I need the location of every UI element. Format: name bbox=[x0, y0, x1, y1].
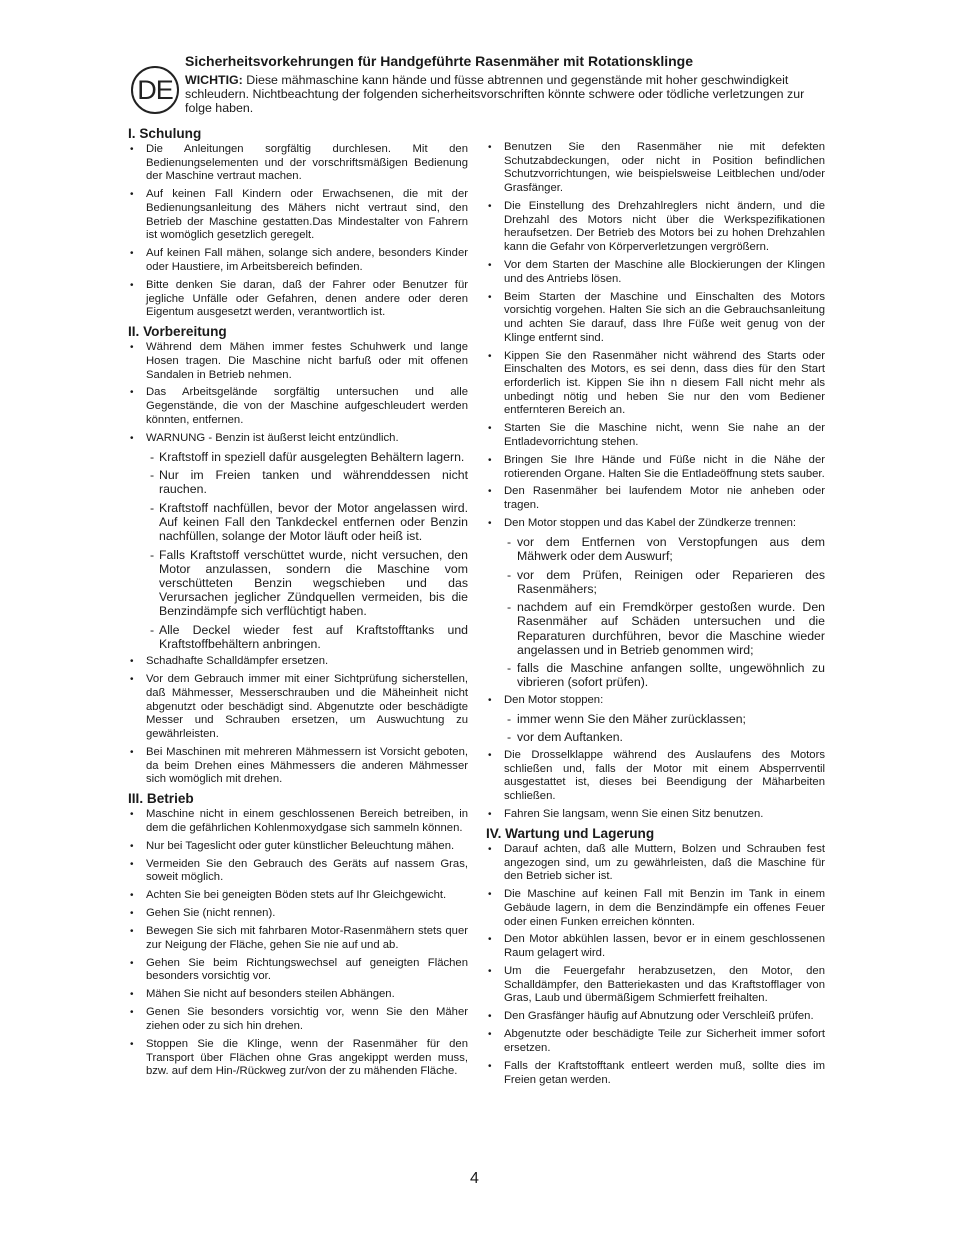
dash-item: - vor dem Auftanken. bbox=[486, 730, 825, 744]
stop-engine-list bbox=[486, 694, 825, 708]
dash-item: - nachdem auf ein Fremdkörper gestoßen wurde. Den Rasenmäher auf Schäden untersuchen und die Reparaturen durchführen, bevor die Maschine wieder angelassen und in Betrieb genommen wird; bbox=[486, 600, 825, 656]
list-item: • Stoppen Sie die Klinge, wenn der Rasenmäher für den Transport über Flächen ohne Gras angekippt werden muss, bzw. auf dem Hin-/Rückweg zur/von der zu mähenden Fläche. bbox=[128, 1038, 468, 1079]
left-column bbox=[128, 126, 468, 1083]
stop-engine-dash-list bbox=[486, 712, 825, 745]
list-item: • Den Motor abkühlen lassen, bevor er in einem geschlossenen Raum gelagert wird. bbox=[486, 933, 825, 960]
list-item: • Den Grasfänger häufig auf Abnutzung oder Verschleiß prüfen. bbox=[486, 1010, 825, 1024]
list-item: • Das Arbeitsgelände sorgfältig untersuchen und alle Gegenstände, die von der Maschine aufgeschleudert werden könnten, entfernen. bbox=[128, 386, 468, 427]
page-number: 4 bbox=[470, 1170, 479, 1187]
list-item: • Bei Maschinen mit mehreren Mähmessern ist Vorsicht geboten, da beim Drehen eines Mähmessers die anderen Mähmesser sich womöglich mit drehen. bbox=[128, 746, 468, 787]
list-item: • Darauf achten, daß alle Muttern, Bolzen und Schrauben fest angezogen sind, um zu gewährleisten, daß die Maschine für den Betrieb sicher ist. bbox=[486, 843, 825, 884]
page-title: Sicherheitsvorkehrungen für Handgeführte Rasenmäher mit Rotationsklinge bbox=[185, 53, 693, 69]
dash-item: - immer wenn Sie den Mäher zurücklassen; bbox=[486, 712, 825, 726]
dash-item: - Falls Kraftstoff verschüttet wurde, nicht versuchen, den Motor anzulassen, sondern die Maschine vom verschütteten Benzin wegschieben und das Verursachen jeglicher Zündquellen vermeiden, bis die Benzindämpfe sich verflüchtigt haben. bbox=[128, 548, 468, 618]
safety-header bbox=[185, 53, 825, 116]
operation-list-continued bbox=[486, 141, 825, 531]
section-title-training: I. Schulung bbox=[128, 126, 202, 141]
list-item: • Bitte denken Sie daran, daß der Fahrer oder Benutzer für jegliche Unfälle oder Gefahren, denen andere oder deren Eigentum ausgesetzt werden, verantwortlich ist. bbox=[128, 279, 468, 320]
dash-item: - Kraftstoff nachfüllen, bevor der Motor angelassen wird. Auf keinen Fall den Tankdeckel entfernen oder Benzin nachfüllen, solange der Motor läuft oder heiß ist. bbox=[128, 501, 468, 543]
fuel-dash-list bbox=[128, 450, 468, 651]
list-item: • Den Rasenmäher bei laufendem Motor nie anheben oder tragen. bbox=[486, 485, 825, 512]
spark-plug-dash-list bbox=[486, 535, 825, 689]
list-item: • Falls der Kraftstofftank entleert werden muß, sollte dies im Freien getan werden. bbox=[486, 1060, 825, 1087]
list-item: • WARNUNG - Benzin ist äußerst leicht entzündlich. bbox=[128, 432, 468, 446]
dash-item: - Kraftstoff in speziell dafür ausgelegten Behältern lagern. bbox=[128, 450, 468, 464]
list-item: • Bewegen Sie sich mit fahrbaren Motor-Rasenmähern stets quer zur Neigung der Fläche, gehen Sie nie auf und ab. bbox=[128, 925, 468, 952]
list-item: • Gehen Sie (nicht rennen). bbox=[128, 907, 468, 921]
operation-list bbox=[128, 808, 468, 1079]
list-item: • Mähen Sie nicht auf besonders steilen Abhängen. bbox=[128, 988, 468, 1002]
preparation-list-continued bbox=[128, 655, 468, 787]
list-item: • Auf keinen Fall Kindern oder Erwachsenen, die mit der Bedienungsanleitung des Mähers nicht vertraut sind, den Betrieb der Maschine gestatten.Das Mindestalter von Fahrern ist womöglich gesetzlich geregelt. bbox=[128, 188, 468, 243]
list-item: • Abgenutzte oder beschädigte Teile zur Sicherheit immer sofort ersetzen. bbox=[486, 1028, 825, 1055]
dash-item: - Alle Deckel wieder fest auf Kraftstofftanks und Kraftstoffbehältern anbringen. bbox=[128, 623, 468, 651]
right-column bbox=[486, 141, 825, 1091]
list-item: • Während dem Mähen immer festes Schuhwerk und lange Hosen tragen. Die Maschine nicht barfuß oder mit offenen Sandalen in Betrieb nehmen. bbox=[128, 341, 468, 382]
list-item: • Um die Feuergefahr herabzusetzen, den Motor, den Schalldämpfer, den Batteriekasten und das Kraftstofflager von Gras, Laub und übermäßigem Schmierfett freihalten. bbox=[486, 965, 825, 1006]
list-item: • Vermeiden Sie den Gebrauch des Geräts auf nassem Gras, soweit möglich. bbox=[128, 858, 468, 885]
warning-text: Diese mähmaschine kann hände und füsse abtrennen und gegenstände mit hoher geschwindigkeit schleudern. Nichtbeachtung der folgenden sicherheitsvorschriften könnte schwere oder tödliche verletzungen zur folge haben. bbox=[185, 73, 805, 116]
dash-item: - falls die Maschine anfangen sollte, ungewöhnlich zu vibrieren (sofort prüfen). bbox=[486, 661, 825, 689]
list-item: • Bringen Sie Ihre Hände und Füße nicht in die Nähe der rotierenden Organe. Halten Sie die Entladeöffnung stets sauber. bbox=[486, 454, 825, 481]
operation-list-end bbox=[486, 749, 825, 822]
list-item: • Beim Starten der Maschine und Einschalten des Motors vorsichtig vorgehen. Halten Sie sich an die Gebrauchsanleitung und achten Sie darauf, dass Ihre Füße weit genug von der Klinge entfernt sind. bbox=[486, 291, 825, 346]
maintenance-list bbox=[486, 843, 825, 1087]
language-badge: DE bbox=[131, 66, 179, 114]
list-item: • Die Drosselklappe während des Auslaufens des Motors schließen und, falls der Motor mit einem Absperrventil ausgestattet ist, dieses bei Beendigung der Mäharbeiten schließen. bbox=[486, 749, 825, 804]
list-item: • Vor dem Starten der Maschine alle Blockierungen der Klingen und des Antriebs lösen. bbox=[486, 259, 825, 286]
list-item: • Genen Sie besonders vorsichtig vor, wenn Sie den Mäher ziehen oder zu sich hin drehen. bbox=[128, 1006, 468, 1033]
list-item: • Die Maschine auf keinen Fall mit Benzin im Tank in einem Gebäude lagern, in dem die Benzindämpfe ein offenes Feuer oder einen Funken erreichen könnten. bbox=[486, 888, 825, 929]
dash-item: - vor dem Prüfen, Reinigen oder Reparieren des Rasenmähers; bbox=[486, 568, 825, 596]
list-item: • Gehen Sie beim Richtungswechsel auf geneigten Flächen besonders vorsichtig vor. bbox=[128, 957, 468, 984]
warning-paragraph bbox=[185, 73, 825, 116]
list-item: • Fahren Sie langsam, wenn Sie einen Sitz benutzen. bbox=[486, 808, 825, 822]
list-item: • Den Motor stoppen: bbox=[486, 694, 825, 708]
list-item: • Auf keinen Fall mähen, solange sich andere, besonders Kinder oder Haustiere, im Arbeitsbereich befinden. bbox=[128, 247, 468, 274]
list-item: • Benutzen Sie den Rasenmäher nie mit defekten Schutzabdeckungen, oder nicht in Position befindlichen Schutzvorrichtungen, wie beispielsweise Leitblechen und/oder Grasfänger. bbox=[486, 141, 825, 196]
warning-label: WICHTIG: bbox=[185, 73, 243, 87]
section-title-maintenance: IV. Wartung und Lagerung bbox=[486, 825, 655, 841]
list-item: • Maschine nicht in einem geschlossenen Bereich betreiben, in dem die gefährlichen Kohlenmoxydgase sich sammeln können. bbox=[128, 808, 468, 835]
section-title-operation: III. Betrieb bbox=[128, 791, 194, 807]
list-item: • Nur bei Tageslicht oder guter künstlicher Beleuchtung mähen. bbox=[128, 840, 468, 854]
training-list bbox=[128, 143, 468, 320]
list-item: • Die Anleitungen sorgfältig durchlesen. Mit den Bedienungselementen und der vorschriftsmäßigen Bedienung der Maschine vertraut machen. bbox=[128, 143, 468, 184]
list-item: • Kippen Sie den Rasenmäher nicht während des Starts oder Einschalten des Motors, es sei denn, dass dies für den Start erforderlich ist. Kippen Sie ihn n diesem Fall nicht mehr als unbedingt nötig und heben Sie nur den vom Bediener entfernteren Bereich an. bbox=[486, 350, 825, 419]
list-item: • Vor dem Gebrauch immer mit einer Sichtprüfung sicherstellen, daß Mähmesser, Messerschrauben und die Mäheinheit nicht abgenutzt oder beschädigt sind. Abgenutzte oder beschädigte Messer und Schrauben ersetzen, um Auswuchtung zu gewährleisten. bbox=[128, 673, 468, 742]
list-item: • Achten Sie bei geneigten Böden stets auf Ihr Gleichgewicht. bbox=[128, 889, 468, 903]
list-item: • Den Motor stoppen und das Kabel der Zündkerze trennen: bbox=[486, 517, 825, 531]
list-item: • Schadhafte Schalldämpfer ersetzen. bbox=[128, 655, 468, 669]
preparation-list bbox=[128, 341, 468, 445]
list-item: • Starten Sie die Maschine nicht, wenn Sie nahe an der Entladevorrichtung stehen. bbox=[486, 422, 825, 449]
list-item: • Die Einstellung des Drehzahlreglers nicht ändern, und die Drehzahl des Motors nicht über die Werkspezifikationen heraufsetzen. Der Betrieb des Motors bei zu hohen Drehzahlen kann die Gefahr von Körperverletzungen vergrößern. bbox=[486, 200, 825, 255]
dash-item: - Nur im Freien tanken und währenddessen nicht rauchen. bbox=[128, 468, 468, 496]
section-title-preparation: II. Vorbereitung bbox=[128, 324, 227, 340]
dash-item: - vor dem Entfernen von Verstopfungen aus dem Mähwerk oder dem Auswurf; bbox=[486, 535, 825, 563]
